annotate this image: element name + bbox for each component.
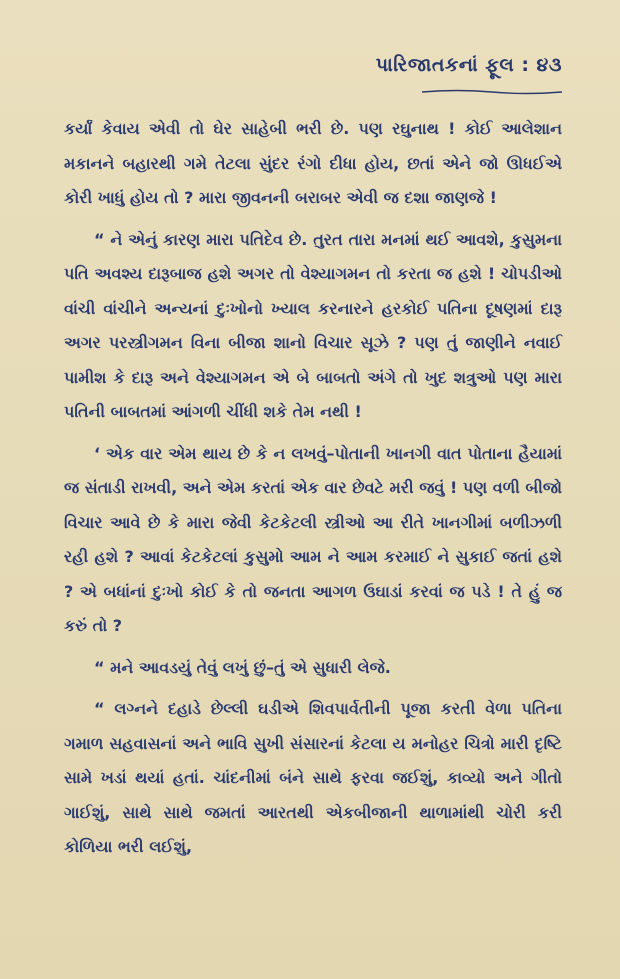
header-underline — [422, 88, 562, 96]
paragraph: “ લગ્નને દહાડે છેલ્લી ઘડીએ શિવપાર્વતીની પૂજા કરતી વેળા પતિના ગમાળ સહવાસનાં અને ભાવિ સુખી સંસારનાં કેટલા ય મનોહર ચિત્રો મારી દૃષ્ટિ સામે ખડાં થયાં હતાં. ચાંદનીમાં બંને સાથે ફરવા જઈશું, કાવ્યો અને ગીતો ગાઈશું, સાથે સાથે જમતાં આરતથી એકબીજાની થાળામાંથી ચોરી કરી કોળિયા ભરી લઈશું, — [64, 699, 562, 856]
paragraph: “ મને આવડયું તેવું લખું છું–તું એ સુધારી લેજે. — [94, 657, 391, 677]
paragraph: “ ને એનું કારણ મારા પતિદેવ છે. તુરત તારા મનમાં થઈ આવશે, કુસુમના પતિ અવશ્ય દારૂબાજ હશે અગર તો વેશ્યાગમન તો કરતા જ હશે ! ચોપડીઓ વાંચી વાંચીને અન્યનાં દુઃખોનો ખ્યાલ કરનારને હરકોઈ પતિના દૂષણમાં દારૂ અગર પરસ્ત્રીગમન વિના બીજા શાનો વિચાર સૂઝે ? પણ તું જાણીને નવાઈ પામીશ કે દારૂ અને વેશ્યાગમન એ બે બાબતો અંગે તો ખુદ શત્રુઓ પણ મારા પતિની બાબતમાં આંગળી ચીંધી શકે તેમ નથી ! — [64, 229, 562, 421]
running-head: પારિજાતકનાં ફૂલ : ૪૩ — [375, 54, 562, 76]
paragraph: ‘ એક વાર એમ થાય છે કે ન લખવું–પોતાની ખાનગી વાત પોતાના હૈયામાં જ સંતાડી રાખવી, અને એમ કરતાં એક વાર છેવટે મરી જવું ! પણ વળી બીજો વિચાર આવે છે કે મારા જેવી કેટકેટલી સ્ત્રીઓ આ રીતે ખાનગીમાં બળીઝળી રહી હશે ? આવાં કેટકેટલાં કુસુમો આમ ને આમ કરમાઈ ને સુકાઈ જતાં હશે ? એ બધાંનાં દુઃખો કોઈ કે તો જનતા આગળ ઉઘાડાં કરવાં જ પડે ! તે હું જ કરું તો ? — [64, 443, 562, 635]
page-header — [64, 54, 562, 100]
paragraph: કર્યાં કેવાય એવી તો ઘેર સાહેબી ભરી છે. પણ રઘુનાથ ! કોઈ આલેશાન મકાનને બહારથી ગમે તેટલા સુંદર રંગો દીધા હોય, છતાં એને જો ઊધઈએ કોરી ખાધું હોય તો ? મારા જીવનની બરાબર એવી જ દશા જાણજે ! — [64, 119, 562, 207]
body-text — [64, 112, 562, 865]
